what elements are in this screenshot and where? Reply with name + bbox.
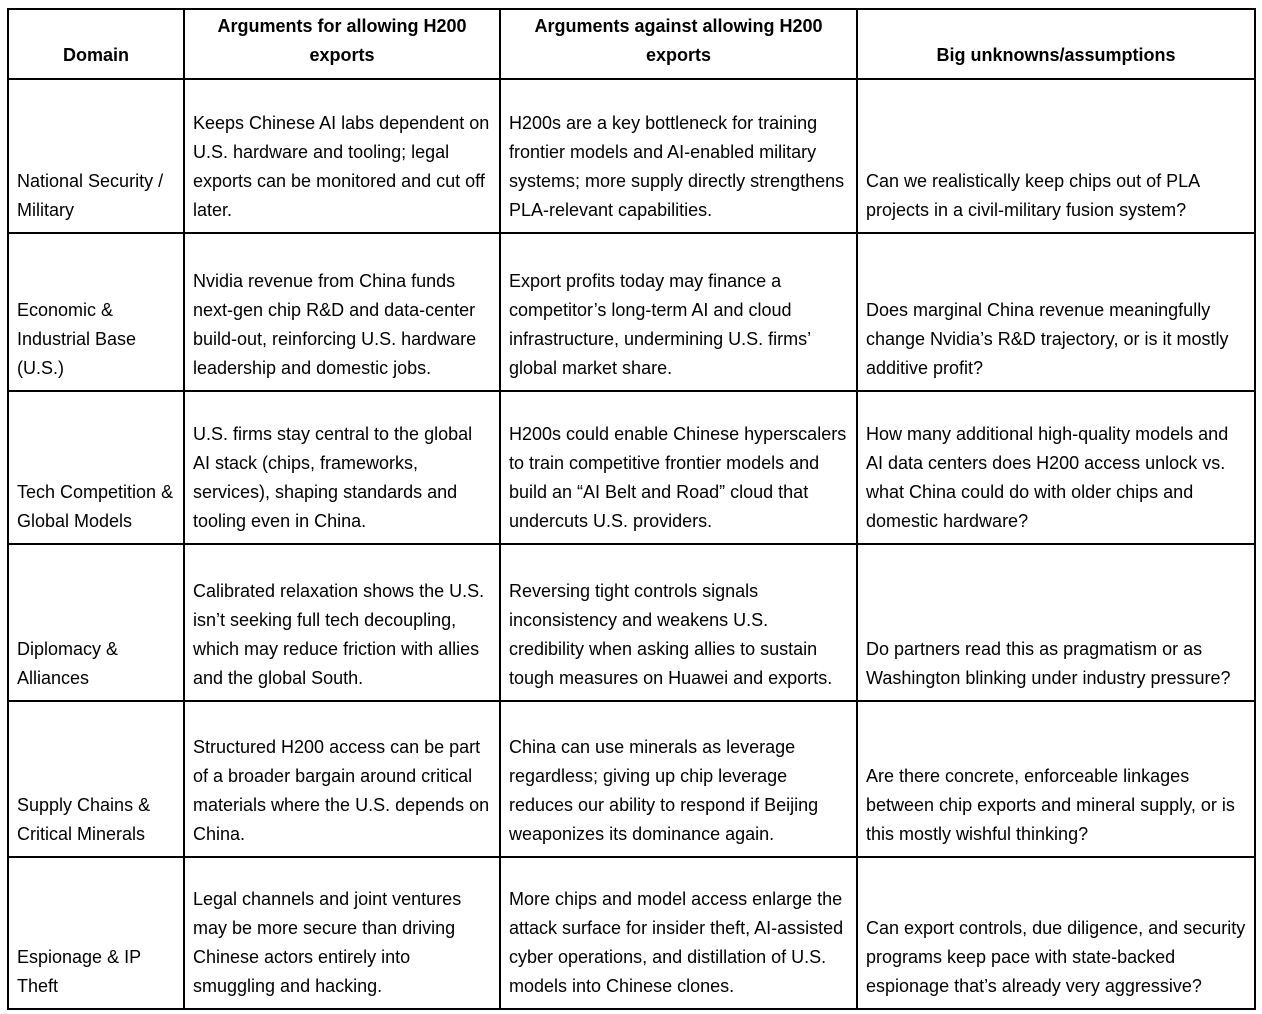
table-row-diplomacy-alliances xyxy=(8,544,1255,701)
unknowns-cell: How many additional high-quality models and AI data centers does H200 access unlock vs. what China could do with older chips and domestic hardware? xyxy=(857,391,1255,544)
unknowns-cell: Can export controls, due diligence, and security programs keep pace with state-backed espionage that’s already very aggressive? xyxy=(857,857,1255,1009)
domain-cell: Supply Chains & Critical Minerals xyxy=(8,701,184,857)
table-row-economic-industrial xyxy=(8,233,1255,391)
table-row-supply-chains xyxy=(8,701,1255,857)
header-domain: Domain xyxy=(8,9,184,79)
for-cell: U.S. firms stay central to the global AI stack (chips, frameworks, services), shaping standards and tooling even in China. xyxy=(184,391,500,544)
table-row-national-security xyxy=(8,79,1255,233)
domain-cell: Economic & Industrial Base (U.S.) xyxy=(8,233,184,391)
against-cell: Reversing tight controls signals inconsistency and weakens U.S. credibility when asking allies to sustain tough measures on Huawei and exports. xyxy=(500,544,857,701)
table-header-row xyxy=(8,9,1255,79)
h200-exports-table xyxy=(7,8,1256,1010)
header-arguments-for: Arguments for allowing H200 exports xyxy=(184,9,500,79)
header-arguments-against: Arguments against allowing H200 exports xyxy=(500,9,857,79)
for-cell: Legal channels and joint ventures may be more secure than driving Chinese actors entirely into smuggling and hacking. xyxy=(184,857,500,1009)
domain-cell: Diplomacy & Alliances xyxy=(8,544,184,701)
table-row-espionage-ip-theft xyxy=(8,857,1255,1009)
unknowns-cell: Does marginal China revenue meaningfully change Nvidia’s R&D trajectory, or is it mostly additive profit? xyxy=(857,233,1255,391)
domain-cell: Espionage & IP Theft xyxy=(8,857,184,1009)
for-cell: Keeps Chinese AI labs dependent on U.S. hardware and tooling; legal exports can be monitored and cut off later. xyxy=(184,79,500,233)
against-cell: Export profits today may finance a competitor’s long-term AI and cloud infrastructure, undermining U.S. firms’ global market share. xyxy=(500,233,857,391)
unknowns-cell: Can we realistically keep chips out of PLA projects in a civil-military fusion system? xyxy=(857,79,1255,233)
table-row-tech-competition xyxy=(8,391,1255,544)
domain-cell: Tech Competition & Global Models xyxy=(8,391,184,544)
for-cell: Structured H200 access can be part of a broader bargain around critical materials where the U.S. depends on China. xyxy=(184,701,500,857)
for-cell: Calibrated relaxation shows the U.S. isn’t seeking full tech decoupling, which may reduce friction with allies and the global South. xyxy=(184,544,500,701)
against-cell: H200s could enable Chinese hyperscalers to train competitive frontier models and build an “AI Belt and Road” cloud that undercuts U.S. providers. xyxy=(500,391,857,544)
against-cell: H200s are a key bottleneck for training frontier models and AI-enabled military systems; more supply directly strengthens PLA-relevant capabilities. xyxy=(500,79,857,233)
header-unknowns: Big unknowns/assumptions xyxy=(857,9,1255,79)
against-cell: China can use minerals as leverage regardless; giving up chip leverage reduces our ability to respond if Beijing weaponizes its dominance again. xyxy=(500,701,857,857)
unknowns-cell: Do partners read this as pragmatism or as Washington blinking under industry pressure? xyxy=(857,544,1255,701)
domain-cell: National Security / Military xyxy=(8,79,184,233)
for-cell: Nvidia revenue from China funds next-gen chip R&D and data-center build-out, reinforcing U.S. hardware leadership and domestic jobs. xyxy=(184,233,500,391)
unknowns-cell: Are there concrete, enforceable linkages between chip exports and mineral supply, or is this mostly wishful thinking? xyxy=(857,701,1255,857)
against-cell: More chips and model access enlarge the attack surface for insider theft, AI-assisted cyber operations, and distillation of U.S. models into Chinese clones. xyxy=(500,857,857,1009)
